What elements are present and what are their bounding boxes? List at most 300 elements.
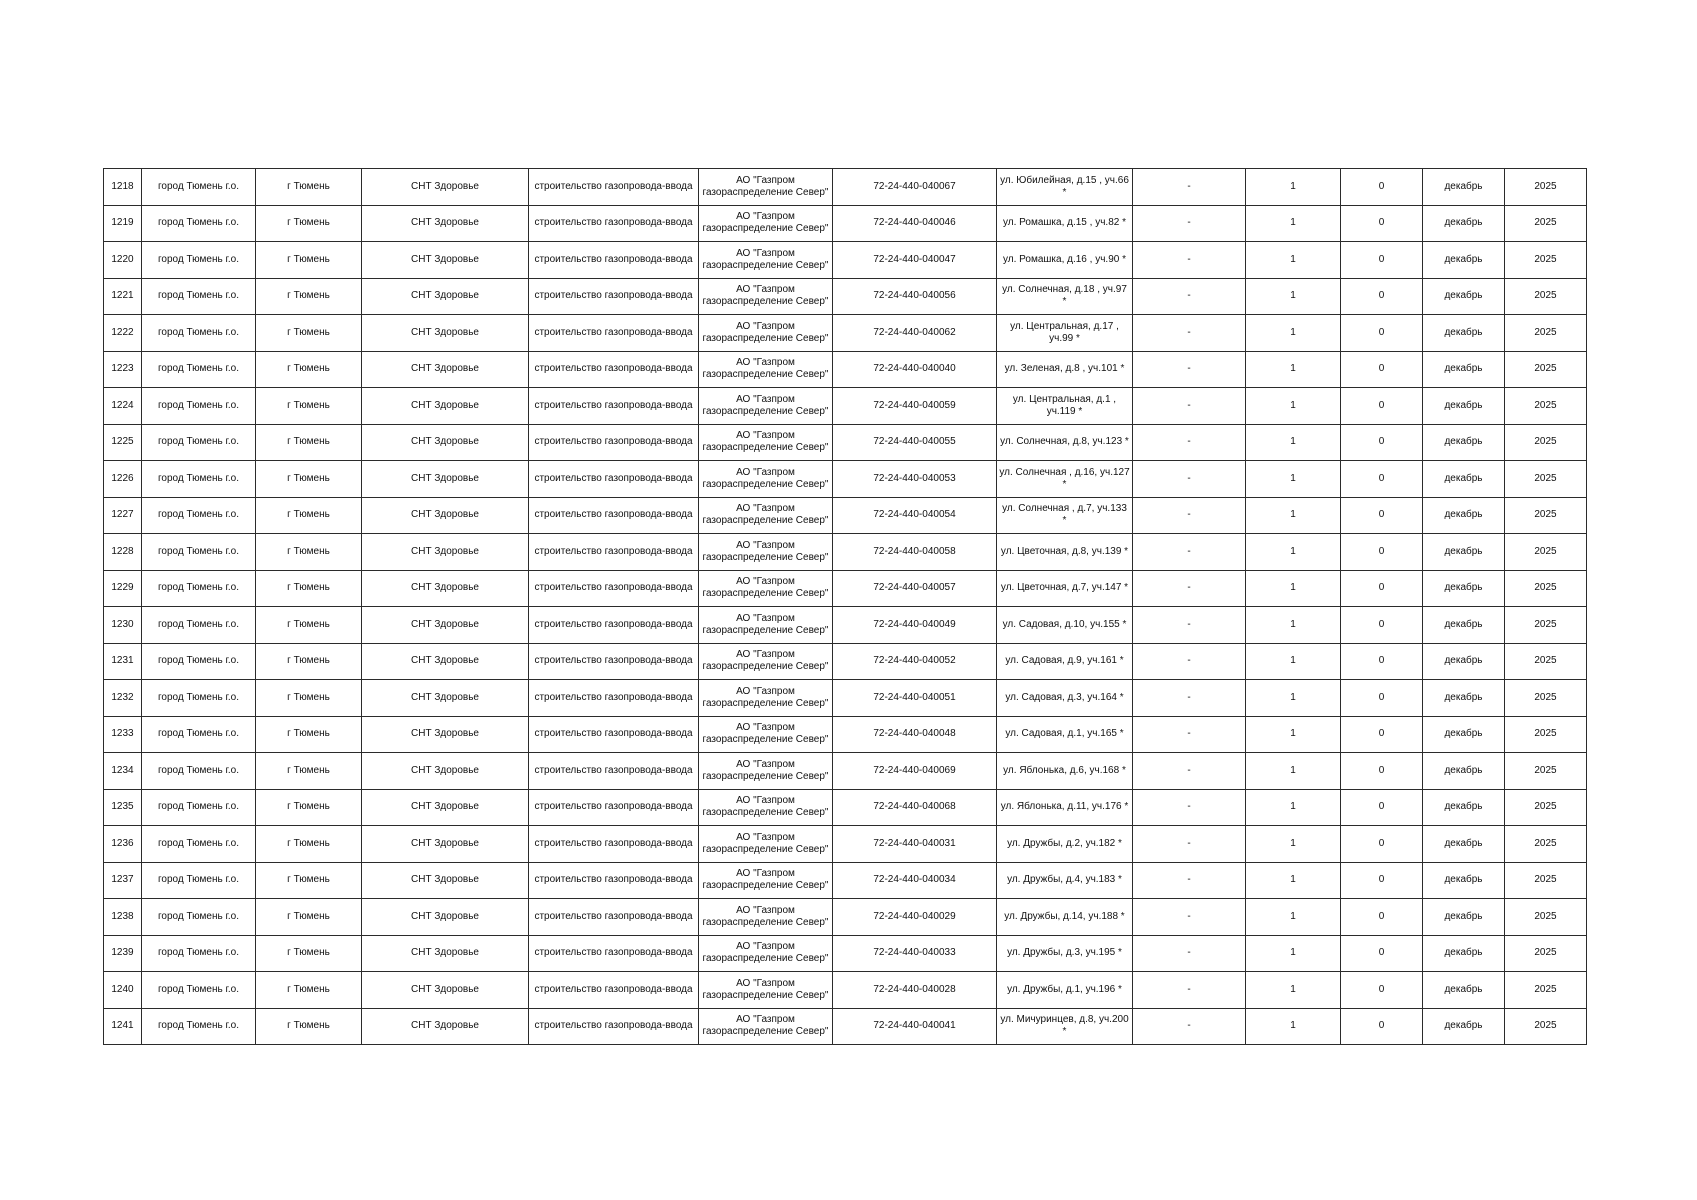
row-number-cell: 1221 [104,278,142,315]
table-row [104,461,1587,498]
zero-cell: 0 [1341,205,1423,242]
organization-cell: АО "Газпром газораспределение Север" [699,935,833,972]
settlement-cell: г Тюмень [256,607,362,644]
district-cell: город Тюмень г.о. [142,753,256,790]
year-cell: 2025 [1505,205,1587,242]
organization-cell: АО "Газпром газораспределение Север" [699,643,833,680]
dash-cell: - [1133,753,1246,790]
zero-cell: 0 [1341,862,1423,899]
address-cell: ул. Садовая, д.9, уч.161 * [997,643,1133,680]
month-cell: декабрь [1423,388,1505,425]
snt-cell: СНТ Здоровье [362,351,529,388]
organization-cell: АО "Газпром газораспределение Север" [699,826,833,863]
year-cell: 2025 [1505,388,1587,425]
year-cell: 2025 [1505,643,1587,680]
row-number-cell: 1232 [104,680,142,717]
cadastral-code-cell: 72-24-440-040029 [833,899,997,936]
month-cell: декабрь [1423,534,1505,571]
work-type-cell: строительство газопровода-ввода [529,680,699,717]
dash-cell: - [1133,972,1246,1009]
work-type-cell: строительство газопровода-ввода [529,205,699,242]
dash-cell: - [1133,205,1246,242]
district-cell: город Тюмень г.о. [142,461,256,498]
dash-cell: - [1133,534,1246,571]
row-number-cell: 1222 [104,315,142,352]
quantity-cell: 1 [1246,643,1341,680]
address-cell: ул. Мичуринцев, д.8, уч.200 * [997,1008,1133,1045]
row-number-cell: 1237 [104,862,142,899]
zero-cell: 0 [1341,899,1423,936]
row-number-cell: 1218 [104,169,142,206]
work-type-cell: строительство газопровода-ввода [529,497,699,534]
cadastral-code-cell: 72-24-440-040067 [833,169,997,206]
quantity-cell: 1 [1246,169,1341,206]
organization-cell: АО "Газпром газораспределение Север" [699,534,833,571]
address-cell: ул. Солнечная, д.8, уч.123 * [997,424,1133,461]
dash-cell: - [1133,716,1246,753]
zero-cell: 0 [1341,1008,1423,1045]
settlement-cell: г Тюмень [256,935,362,972]
address-cell: ул. Дружбы, д.3, уч.195 * [997,935,1133,972]
organization-cell: АО "Газпром газораспределение Север" [699,789,833,826]
work-type-cell: строительство газопровода-ввода [529,862,699,899]
work-type-cell: строительство газопровода-ввода [529,1008,699,1045]
settlement-cell: г Тюмень [256,497,362,534]
settlement-cell: г Тюмень [256,169,362,206]
row-number-cell: 1233 [104,716,142,753]
table-row [104,242,1587,279]
settlement-cell: г Тюмень [256,826,362,863]
settlement-cell: г Тюмень [256,862,362,899]
table-row [104,424,1587,461]
snt-cell: СНТ Здоровье [362,169,529,206]
cadastral-code-cell: 72-24-440-040034 [833,862,997,899]
year-cell: 2025 [1505,826,1587,863]
address-cell: ул. Цветочная, д.7, уч.147 * [997,570,1133,607]
table-row [104,972,1587,1009]
district-cell: город Тюмень г.о. [142,972,256,1009]
settlement-cell: г Тюмень [256,753,362,790]
address-cell: ул. Дружбы, д.2, уч.182 * [997,826,1133,863]
dash-cell: - [1133,607,1246,644]
quantity-cell: 1 [1246,497,1341,534]
cadastral-code-cell: 72-24-440-040028 [833,972,997,1009]
year-cell: 2025 [1505,315,1587,352]
year-cell: 2025 [1505,753,1587,790]
month-cell: декабрь [1423,607,1505,644]
zero-cell: 0 [1341,607,1423,644]
cadastral-code-cell: 72-24-440-040049 [833,607,997,644]
settlement-cell: г Тюмень [256,643,362,680]
district-cell: город Тюмень г.о. [142,1008,256,1045]
snt-cell: СНТ Здоровье [362,1008,529,1045]
quantity-cell: 1 [1246,789,1341,826]
zero-cell: 0 [1341,826,1423,863]
month-cell: декабрь [1423,826,1505,863]
row-number-cell: 1241 [104,1008,142,1045]
settlement-cell: г Тюмень [256,351,362,388]
snt-cell: СНТ Здоровье [362,315,529,352]
year-cell: 2025 [1505,972,1587,1009]
cadastral-code-cell: 72-24-440-040069 [833,753,997,790]
month-cell: декабрь [1423,862,1505,899]
organization-cell: АО "Газпром газораспределение Север" [699,242,833,279]
snt-cell: СНТ Здоровье [362,534,529,571]
snt-cell: СНТ Здоровье [362,680,529,717]
month-cell: декабрь [1423,461,1505,498]
work-type-cell: строительство газопровода-ввода [529,424,699,461]
year-cell: 2025 [1505,607,1587,644]
quantity-cell: 1 [1246,862,1341,899]
organization-cell: АО "Газпром газораспределение Север" [699,972,833,1009]
quantity-cell: 1 [1246,680,1341,717]
district-cell: город Тюмень г.о. [142,935,256,972]
address-cell: ул. Солнечная , д.7, уч.133 * [997,497,1133,534]
zero-cell: 0 [1341,461,1423,498]
table-row [104,716,1587,753]
settlement-cell: г Тюмень [256,315,362,352]
organization-cell: АО "Газпром газораспределение Север" [699,461,833,498]
cadastral-code-cell: 72-24-440-040052 [833,643,997,680]
address-cell: ул. Центральная, д.1 , уч.119 * [997,388,1133,425]
month-cell: декабрь [1423,278,1505,315]
cadastral-code-cell: 72-24-440-040053 [833,461,997,498]
snt-cell: СНТ Здоровье [362,607,529,644]
snt-cell: СНТ Здоровье [362,497,529,534]
cadastral-code-cell: 72-24-440-040048 [833,716,997,753]
work-type-cell: строительство газопровода-ввода [529,607,699,644]
table-row [104,388,1587,425]
row-number-cell: 1225 [104,424,142,461]
dash-cell: - [1133,862,1246,899]
month-cell: декабрь [1423,643,1505,680]
work-type-cell: строительство газопровода-ввода [529,972,699,1009]
quantity-cell: 1 [1246,461,1341,498]
year-cell: 2025 [1505,242,1587,279]
snt-cell: СНТ Здоровье [362,862,529,899]
quantity-cell: 1 [1246,899,1341,936]
organization-cell: АО "Газпром газораспределение Север" [699,205,833,242]
zero-cell: 0 [1341,680,1423,717]
year-cell: 2025 [1505,534,1587,571]
cadastral-code-cell: 72-24-440-040054 [833,497,997,534]
table-row [104,789,1587,826]
month-cell: декабрь [1423,351,1505,388]
month-cell: декабрь [1423,935,1505,972]
district-cell: город Тюмень г.о. [142,315,256,352]
row-number-cell: 1224 [104,388,142,425]
work-type-cell: строительство газопровода-ввода [529,169,699,206]
cadastral-code-cell: 72-24-440-040062 [833,315,997,352]
quantity-cell: 1 [1246,424,1341,461]
settlement-cell: г Тюмень [256,242,362,279]
organization-cell: АО "Газпром газораспределение Север" [699,1008,833,1045]
quantity-cell: 1 [1246,534,1341,571]
month-cell: декабрь [1423,789,1505,826]
organization-cell: АО "Газпром газораспределение Север" [699,899,833,936]
dash-cell: - [1133,789,1246,826]
cadastral-code-cell: 72-24-440-040051 [833,680,997,717]
district-cell: город Тюмень г.о. [142,351,256,388]
settlement-cell: г Тюмень [256,534,362,571]
year-cell: 2025 [1505,461,1587,498]
table-row [104,570,1587,607]
quantity-cell: 1 [1246,388,1341,425]
organization-cell: АО "Газпром газораспределение Север" [699,278,833,315]
year-cell: 2025 [1505,1008,1587,1045]
work-type-cell: строительство газопровода-ввода [529,935,699,972]
row-number-cell: 1236 [104,826,142,863]
dash-cell: - [1133,169,1246,206]
table-row [104,753,1587,790]
table-row [104,205,1587,242]
row-number-cell: 1231 [104,643,142,680]
cadastral-code-cell: 72-24-440-040046 [833,205,997,242]
row-number-cell: 1238 [104,899,142,936]
year-cell: 2025 [1505,278,1587,315]
cadastral-code-cell: 72-24-440-040031 [833,826,997,863]
district-cell: город Тюмень г.о. [142,570,256,607]
district-cell: город Тюмень г.о. [142,826,256,863]
data-table [103,168,1587,1045]
quantity-cell: 1 [1246,935,1341,972]
table-row [104,1008,1587,1045]
district-cell: город Тюмень г.о. [142,607,256,644]
row-number-cell: 1230 [104,607,142,644]
district-cell: город Тюмень г.о. [142,643,256,680]
settlement-cell: г Тюмень [256,570,362,607]
zero-cell: 0 [1341,716,1423,753]
snt-cell: СНТ Здоровье [362,570,529,607]
district-cell: город Тюмень г.о. [142,388,256,425]
snt-cell: СНТ Здоровье [362,424,529,461]
table-row [104,935,1587,972]
table-row [104,862,1587,899]
organization-cell: АО "Газпром газораспределение Север" [699,753,833,790]
table-row [104,607,1587,644]
row-number-cell: 1229 [104,570,142,607]
cadastral-code-cell: 72-24-440-040033 [833,935,997,972]
quantity-cell: 1 [1246,315,1341,352]
snt-cell: СНТ Здоровье [362,242,529,279]
snt-cell: СНТ Здоровье [362,278,529,315]
district-cell: город Тюмень г.о. [142,899,256,936]
settlement-cell: г Тюмень [256,789,362,826]
zero-cell: 0 [1341,789,1423,826]
cadastral-code-cell: 72-24-440-040040 [833,351,997,388]
table-row [104,278,1587,315]
zero-cell: 0 [1341,643,1423,680]
settlement-cell: г Тюмень [256,278,362,315]
address-cell: ул. Ромашка, д.15 , уч.82 * [997,205,1133,242]
table-row [104,899,1587,936]
snt-cell: СНТ Здоровье [362,643,529,680]
settlement-cell: г Тюмень [256,388,362,425]
year-cell: 2025 [1505,680,1587,717]
row-number-cell: 1228 [104,534,142,571]
zero-cell: 0 [1341,753,1423,790]
address-cell: ул. Солнечная, д.18 , уч.97 * [997,278,1133,315]
snt-cell: СНТ Здоровье [362,753,529,790]
zero-cell: 0 [1341,388,1423,425]
month-cell: декабрь [1423,424,1505,461]
zero-cell: 0 [1341,534,1423,571]
address-cell: ул. Центральная, д.17 , уч.99 * [997,315,1133,352]
quantity-cell: 1 [1246,753,1341,790]
row-number-cell: 1220 [104,242,142,279]
dash-cell: - [1133,643,1246,680]
zero-cell: 0 [1341,570,1423,607]
year-cell: 2025 [1505,862,1587,899]
district-cell: город Тюмень г.о. [142,680,256,717]
year-cell: 2025 [1505,424,1587,461]
settlement-cell: г Тюмень [256,899,362,936]
quantity-cell: 1 [1246,242,1341,279]
month-cell: декабрь [1423,169,1505,206]
district-cell: город Тюмень г.о. [142,497,256,534]
month-cell: декабрь [1423,205,1505,242]
quantity-cell: 1 [1246,1008,1341,1045]
year-cell: 2025 [1505,570,1587,607]
snt-cell: СНТ Здоровье [362,899,529,936]
district-cell: город Тюмень г.о. [142,424,256,461]
zero-cell: 0 [1341,315,1423,352]
dash-cell: - [1133,1008,1246,1045]
row-number-cell: 1235 [104,789,142,826]
snt-cell: СНТ Здоровье [362,461,529,498]
quantity-cell: 1 [1246,716,1341,753]
cadastral-code-cell: 72-24-440-040058 [833,534,997,571]
table-row [104,351,1587,388]
year-cell: 2025 [1505,935,1587,972]
district-cell: город Тюмень г.о. [142,716,256,753]
dash-cell: - [1133,424,1246,461]
work-type-cell: строительство газопровода-ввода [529,643,699,680]
row-number-cell: 1239 [104,935,142,972]
quantity-cell: 1 [1246,570,1341,607]
zero-cell: 0 [1341,935,1423,972]
row-number-cell: 1234 [104,753,142,790]
year-cell: 2025 [1505,169,1587,206]
cadastral-code-cell: 72-24-440-040047 [833,242,997,279]
cadastral-code-cell: 72-24-440-040057 [833,570,997,607]
dash-cell: - [1133,935,1246,972]
month-cell: декабрь [1423,716,1505,753]
organization-cell: АО "Газпром газораспределение Север" [699,388,833,425]
zero-cell: 0 [1341,278,1423,315]
quantity-cell: 1 [1246,278,1341,315]
dash-cell: - [1133,242,1246,279]
month-cell: декабрь [1423,242,1505,279]
dash-cell: - [1133,826,1246,863]
work-type-cell: строительство газопровода-ввода [529,278,699,315]
settlement-cell: г Тюмень [256,1008,362,1045]
organization-cell: АО "Газпром газораспределение Север" [699,169,833,206]
settlement-cell: г Тюмень [256,972,362,1009]
snt-cell: СНТ Здоровье [362,826,529,863]
quantity-cell: 1 [1246,826,1341,863]
organization-cell: АО "Газпром газораспределение Север" [699,351,833,388]
district-cell: город Тюмень г.о. [142,169,256,206]
dash-cell: - [1133,570,1246,607]
quantity-cell: 1 [1246,607,1341,644]
district-cell: город Тюмень г.о. [142,862,256,899]
row-number-cell: 1219 [104,205,142,242]
year-cell: 2025 [1505,789,1587,826]
snt-cell: СНТ Здоровье [362,388,529,425]
row-number-cell: 1223 [104,351,142,388]
quantity-cell: 1 [1246,351,1341,388]
zero-cell: 0 [1341,972,1423,1009]
zero-cell: 0 [1341,497,1423,534]
work-type-cell: строительство газопровода-ввода [529,351,699,388]
cadastral-code-cell: 72-24-440-040055 [833,424,997,461]
snt-cell: СНТ Здоровье [362,935,529,972]
work-type-cell: строительство газопровода-ввода [529,789,699,826]
address-cell: ул. Дружбы, д.14, уч.188 * [997,899,1133,936]
month-cell: декабрь [1423,1008,1505,1045]
work-type-cell: строительство газопровода-ввода [529,716,699,753]
year-cell: 2025 [1505,716,1587,753]
dash-cell: - [1133,461,1246,498]
zero-cell: 0 [1341,351,1423,388]
address-cell: ул. Юбилейная, д.15 , уч.66 * [997,169,1133,206]
snt-cell: СНТ Здоровье [362,205,529,242]
organization-cell: АО "Газпром газораспределение Север" [699,570,833,607]
district-cell: город Тюмень г.о. [142,278,256,315]
cadastral-code-cell: 72-24-440-040068 [833,789,997,826]
address-cell: ул. Солнечная , д.16, уч.127 * [997,461,1133,498]
work-type-cell: строительство газопровода-ввода [529,242,699,279]
zero-cell: 0 [1341,169,1423,206]
organization-cell: АО "Газпром газораспределение Север" [699,716,833,753]
address-cell: ул. Яблонька, д.11, уч.176 * [997,789,1133,826]
address-cell: ул. Зеленая, д.8 , уч.101 * [997,351,1133,388]
address-cell: ул. Дружбы, д.1, уч.196 * [997,972,1133,1009]
year-cell: 2025 [1505,899,1587,936]
table-row [104,169,1587,206]
work-type-cell: строительство газопровода-ввода [529,570,699,607]
settlement-cell: г Тюмень [256,205,362,242]
row-number-cell: 1240 [104,972,142,1009]
table-row [104,680,1587,717]
row-number-cell: 1226 [104,461,142,498]
work-type-cell: строительство газопровода-ввода [529,826,699,863]
year-cell: 2025 [1505,351,1587,388]
settlement-cell: г Тюмень [256,716,362,753]
cadastral-code-cell: 72-24-440-040056 [833,278,997,315]
organization-cell: АО "Газпром газораспределение Север" [699,315,833,352]
district-cell: город Тюмень г.о. [142,242,256,279]
settlement-cell: г Тюмень [256,680,362,717]
row-number-cell: 1227 [104,497,142,534]
cadastral-code-cell: 72-24-440-040041 [833,1008,997,1045]
dash-cell: - [1133,497,1246,534]
dash-cell: - [1133,899,1246,936]
organization-cell: АО "Газпром газораспределение Север" [699,862,833,899]
work-type-cell: строительство газопровода-ввода [529,753,699,790]
table-row [104,826,1587,863]
work-type-cell: строительство газопровода-ввода [529,388,699,425]
zero-cell: 0 [1341,424,1423,461]
snt-cell: СНТ Здоровье [362,972,529,1009]
district-cell: город Тюмень г.о. [142,205,256,242]
dash-cell: - [1133,680,1246,717]
month-cell: декабрь [1423,680,1505,717]
zero-cell: 0 [1341,242,1423,279]
quantity-cell: 1 [1246,972,1341,1009]
address-cell: ул. Дружбы, д.4, уч.183 * [997,862,1133,899]
